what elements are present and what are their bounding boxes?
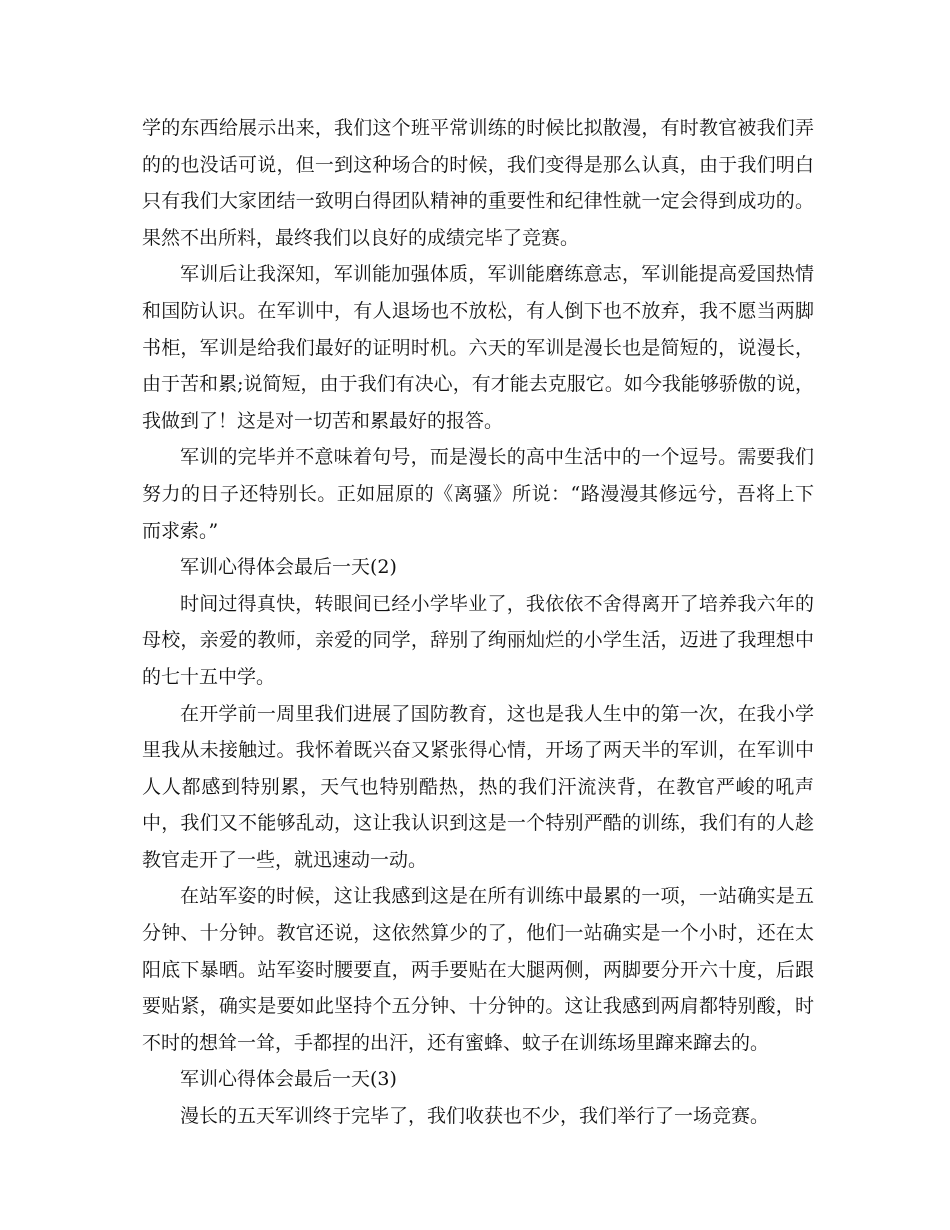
- paragraph-7: 漫长的五天军训终于完毕了，我们收获也不少，我们举行了一场竞赛。: [180, 1105, 770, 1128]
- document-page: [142, 110, 814, 1135]
- section-heading-3: 军训心得体会最后一天(3): [180, 1068, 397, 1091]
- paragraph-2: 军训后让我深知，军训能加强体质，军训能磨练意志，军训能提高爱国热情和国防认识。在军训中，有人退场也不放松，有人倒下也不放弃，我不愿当两脚书柜，军训是给我们最好的证明时机。六天的军训是漫长也是简短的，说漫长，由于苦和累;说简短，由于我们有决心，有才能去克服它。如今我能够骄傲的说，我做到了！这是对一切苦和累最好的报答。: [142, 263, 814, 432]
- paragraph-6: 在站军姿的时候，这让我感到这是在所有训练中最累的一项，一站确实是五分钟、十分钟。教官还说，这依然算少的了，他们一站确实是一个小时，还在太阳底下暴晒。站军姿时腰要直，两手要贴在大腿两侧，两脚要分开六十度，后跟要贴紧，确实是要如此坚持个五分钟、十分钟的。这让我感到两肩都特别酸，时不时的想耸一耸，手都捏的出汗，还有蜜蜂、蚊子在训练场里蹿来蹿去的。: [142, 885, 814, 1054]
- paragraph-1: 学的东西给展示出来，我们这个班平常训练的时候比拟散漫，有时教官被我们弄的的也没话可说，但一到这种场合的时候，我们变得是那么认真，由于我们明白只有我们大家团结一致明白得团队精神的重要性和纪律性就一定会得到成功的。果然不出所料，最终我们以良好的成绩完毕了竞赛。: [142, 117, 814, 249]
- paragraph-3: 军训的完毕并不意味着句号，而是漫长的高中生活中的一个逗号。需要我们努力的日子还特别长。正如屈原的《离骚》所说：“路漫漫其修远兮，吾将上下而求索。”: [142, 446, 814, 542]
- paragraph-4: 时间过得真快，转眼间已经小学毕业了，我依依不舍得离开了培养我六年的母校，亲爱的教师，亲爱的同学，辞别了绚丽灿烂的小学生活，迈进了我理想中的七十五中学。: [142, 592, 814, 688]
- section-heading-2: 军训心得体会最后一天(2): [180, 556, 397, 579]
- paragraph-5: 在开学前一周里我们进展了国防教育，这也是我人生中的第一次，在我小学里我从未接触过。我怀着既兴奋又紧张得心情，开场了两天半的军训，在军训中人人都感到特别累，天气也特别酷热，热的我们汗流浃背，在教官严峻的吼声中，我们又不能够乱动，这让我认识到这是一个特别严酷的训练，我们有的人趁教官走开了一些，就迅速动一动。: [142, 702, 814, 871]
